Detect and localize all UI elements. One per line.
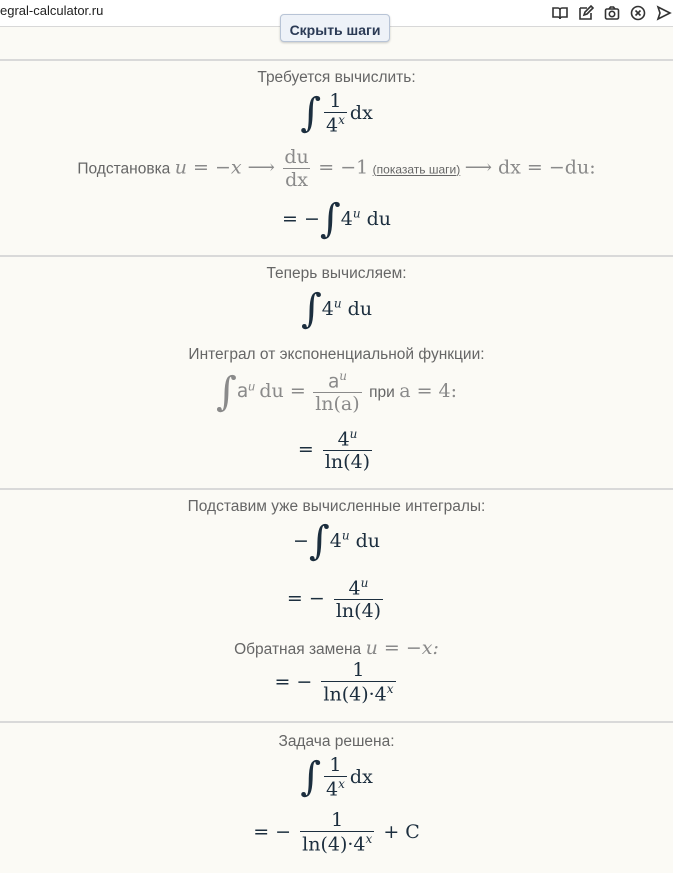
integral-sign: ∫ [300,90,322,137]
back-substitution: Обратная замена u = −x: [234,637,439,659]
section3-eq1: = − $\frac{4^u}{\ln(4)}$ [286,576,382,623]
final-answer: = − $\frac{1}{\ln(4)\cdot 4^x}$ + C [253,809,420,856]
section1-integral: ∫ $\frac{1}{4^x}$ dx [300,90,373,137]
integral-sign: ∫ [319,196,341,242]
section2-integral: ∫4$^u$ du [300,286,373,332]
integral-sign: ∫ [300,286,322,332]
book-icon[interactable] [551,4,569,22]
section2-result: = $\frac{4^u}{\ln(4)}$ [297,427,371,474]
send-icon[interactable] [655,4,673,22]
section-divider [0,721,673,723]
section-divider [0,488,673,490]
integral-sign: ∫ [300,754,322,801]
section-divider [0,255,673,257]
section1-result: = $-\int 4^u$ du [281,196,391,242]
section3-eq2: = − $\frac{1}{\ln(4)\cdot 4^x}$ [274,659,394,706]
section3-title: Подставим уже вычисленные интегралы: [187,498,486,515]
integral-sign: ∫ [308,518,330,564]
section-divider [0,59,673,61]
integral-sign: ∫ [215,368,237,415]
section4-title: Задача решена: [278,733,395,750]
section2-title: Теперь вычисляем: [266,265,407,282]
edit-icon[interactable] [577,4,595,22]
url-text[interactable]: egral-calculator.ru [0,3,104,18]
section4-integral: ∫ $\frac{1}{4^x}$ dx [300,754,373,801]
hide-steps-button[interactable]: Скрыть шаги [280,14,390,42]
rule-title: Интеграл от экспоненциальной функции: [188,346,485,363]
exponential-rule: $\int a^u$ du = $\frac{a^u}{\ln(a)}$ при a = 4: [215,368,458,416]
toolbar-icons [551,2,673,24]
substitution-line: Подстановка u = −x ⟶ $\frac{du}{dx}$ = −1 (показать шаги) ⟶ dx = −du: [77,146,596,191]
close-circle-icon[interactable] [629,4,647,22]
show-steps-link[interactable]: показать шаги [376,162,457,177]
camera-icon[interactable] [603,4,621,22]
section1-title: Требуется вычислить: [257,69,416,86]
section3-expression: $-\int 4^u$ du [292,518,381,564]
